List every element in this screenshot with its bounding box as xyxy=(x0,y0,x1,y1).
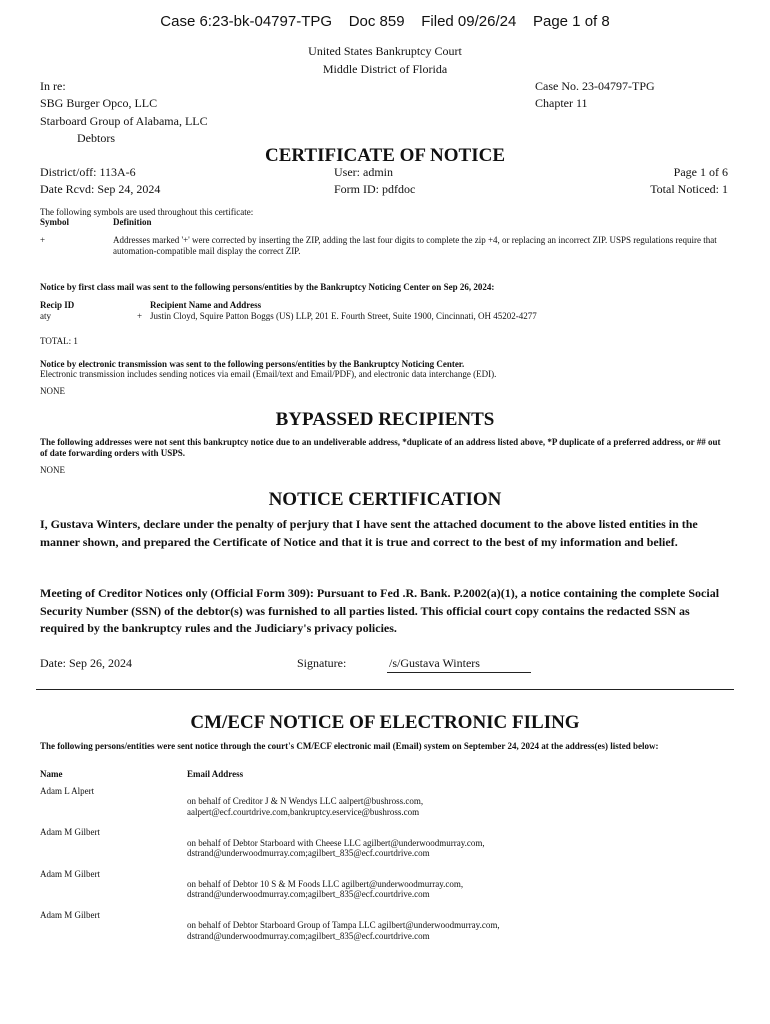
symbols-intro: The following symbols are used throughout this certificate: xyxy=(40,207,254,217)
court-name: United States Bankruptcy Court xyxy=(308,44,462,58)
recipient-address: Justin Cloyd, Squire Patton Boggs (US) LLP, 201 E. Fourth Street, Suite 1900, Cincinnati, OH 45202-4277 xyxy=(150,311,537,321)
bypassed-text: The following addresses were not sent this bankruptcy notice due to an undeliverable address, *duplicate of an address listed above, *P duplicate of a preferred address, or ## out of date forwarding orders with USPS. xyxy=(40,437,721,458)
attorney-name: Adam L Alpert xyxy=(40,786,95,796)
email-col-header: Email Address xyxy=(187,769,244,779)
attorney-name: Adam M Gilbert xyxy=(40,827,100,837)
recip-id: aty xyxy=(40,311,51,321)
section-divider xyxy=(36,689,734,690)
recip-id-header: Recip ID xyxy=(40,300,75,310)
bypassed-title: BYPASSED RECIPIENTS xyxy=(275,409,495,430)
total-noticed: Total Noticed: 1 xyxy=(650,182,728,196)
symbol-plus: + xyxy=(40,235,46,245)
first-class-total: TOTAL: 1 xyxy=(40,336,78,346)
signature-label: Signature: xyxy=(297,656,347,670)
attorney-email-line1: on behalf of Debtor Starboard with Cheese LLC agilbert@underwoodmurray.com, xyxy=(187,838,485,848)
attorney-email-line2: dstrand@underwoodmurray.com;agilbert_835@ecf.courtdrive.com xyxy=(187,848,430,858)
certification-ssn-note: Meeting of Creditor Notices only (Official Form 309): Pursuant to Fed .R. Bank. P.2002(a)(1), a notice containing the complete Social Security Number (SSN) of the debtor(s) was furnished to all parties listed. This official court copy contains the redacted SSN as required by the bankruptcy rules and the Judiciary's privacy policies. xyxy=(40,586,720,635)
electronic-heading: Notice by electronic transmission was sent to the following persons/entities by the Bankruptcy Noticing Center. xyxy=(40,359,465,369)
district-off: District/off: 113A-6 xyxy=(40,165,136,179)
attorney-name: Adam M Gilbert xyxy=(40,869,100,879)
recipient-header: Recipient Name and Address xyxy=(150,300,262,310)
cmecf-title: CM/ECF NOTICE OF ELECTRONIC FILING xyxy=(190,712,580,733)
certification-date: Date: Sep 26, 2024 xyxy=(40,656,132,670)
symbol-definition: Addresses marked '+' were corrected by inserting the ZIP, adding the last four digits to complete the zip +4, or replacing an incorrect ZIP. USPS regulations require that automation-compatible mail display the correct ZIP. xyxy=(113,235,717,256)
signature-line xyxy=(387,672,531,673)
page-count: Page 1 of 6 xyxy=(673,165,728,179)
attorney-email-line2: dstrand@underwoodmurray.com;agilbert_835@ecf.courtdrive.com xyxy=(187,889,430,899)
attorney-email-line2: aalpert@ecf.courtdrive.com,bankruptcy.eservice@bushross.com xyxy=(187,807,420,817)
certificate-title: CERTIFICATE OF NOTICE xyxy=(264,145,506,166)
bypassed-none: NONE xyxy=(40,465,65,475)
recip-marker: + xyxy=(137,311,143,321)
form-id: Form ID: pdfdoc xyxy=(334,182,416,196)
case-number: Case No. 23-04797-TPG xyxy=(535,79,655,93)
attorney-name: Adam M Gilbert xyxy=(40,910,100,920)
debtor-name-2: Starboard Group of Alabama, LLC xyxy=(40,114,208,128)
definition-col-header: Definition xyxy=(113,217,152,227)
attorney-email-line2: dstrand@underwoodmurray.com;agilbert_835@ecf.courtdrive.com xyxy=(187,931,430,941)
signature: /s/Gustava Winters xyxy=(389,656,480,670)
attorney-email-line1: on behalf of Debtor 10 S & M Foods LLC agilbert@underwoodmurray.com, xyxy=(187,879,464,889)
in-re: In re: xyxy=(40,79,66,93)
debtor-name-1: SBG Burger Opco, LLC xyxy=(40,96,158,110)
attorney-email-line1: on behalf of Creditor J & N Wendys LLC aalpert@bushross.com, xyxy=(187,796,424,806)
symbol-col-header: Symbol xyxy=(40,217,70,227)
debtors-label: Debtors xyxy=(77,131,115,145)
attorney-email-line1: on behalf of Debtor Starboard Group of Tampa LLC agilbert@underwoodmurray.com, xyxy=(187,920,500,930)
name-col-header: Name xyxy=(40,769,63,779)
electronic-sub: Electronic transmission includes sending notices via email (Email/text and Email/PDF), and electronic data interchange (EDI). xyxy=(40,369,497,379)
certification-declaration: I, Gustava Winters, declare under the penalty of perjury that I have sent the attached document to the above listed entities in the manner shown, and prepared the Certificate of Notice and that it is true and correct to the best of my information and belief. xyxy=(40,517,698,549)
electronic-none: NONE xyxy=(40,386,65,396)
cmecf-intro: The following persons/entities were sent notice through the court's CM/ECF electronic mail (Email) system on September 24, 2024 at the address(es) listed below: xyxy=(40,741,659,751)
court-district: Middle District of Florida xyxy=(322,62,448,76)
user: User: admin xyxy=(334,165,393,179)
certification-title: NOTICE CERTIFICATION xyxy=(268,489,502,510)
case-stamp: Case 6:23-bk-04797-TPG Doc 859 Filed 09/26/24 Page 1 of 8 xyxy=(160,13,610,30)
chapter: Chapter 11 xyxy=(535,96,588,110)
first-class-heading: Notice by first class mail was sent to the following persons/entities by the Bankruptcy Noticing Center on Sep 26, 2024: xyxy=(40,282,495,292)
date-received: Date Rcvd: Sep 24, 2024 xyxy=(40,182,161,196)
